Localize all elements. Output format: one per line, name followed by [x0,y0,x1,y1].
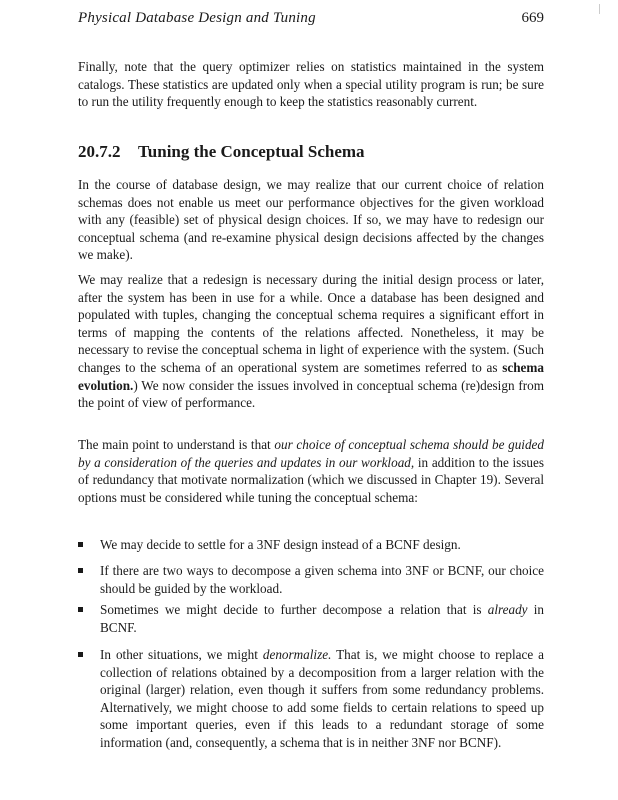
list-item-text [100,601,544,636]
list-item-text: If there are two ways to decompose a given schema into 3NF or BCNF, our choice should be guided by the workload. [100,563,544,596]
scan-edge-mark [599,4,600,14]
paragraph-main-point [78,436,544,506]
section-heading [78,142,544,162]
page-number: 669 [521,10,544,26]
section-number: 20.7.2 [78,142,121,161]
list-item-text-before: In other situations, we might [100,647,263,662]
list-item-text-after: That is, we might choose to replace a collection of relations obtained by a decomposition from a larger relation with the original (larger) relation, even though it suffers from some redundancy problems. Alternatively, we might choose to add some fields to certain relations to speed up some important queries, even if this leads to a redundant storage of some information (and, consequently, a schema that is in neither 3NF nor BCNF). [100,647,544,750]
bullet-square-icon [78,568,83,573]
list-item-emphasis: denormalize. [262,647,332,662]
paragraph-statistics: Finally, note that the query optimizer relies on statistics maintained in the system catalogs. These statistics are updated only when a special utility program is run; be sure to run the utility frequently enough to keep the statistics reasonably current. [78,59,544,110]
list-item-text-before: Sometimes we might decide to further decompose a relation that is [100,602,488,617]
bullet-square-icon [78,542,83,547]
list-item-text: We may decide to settle for a 3NF design instead of a BCNF design. [100,537,461,552]
paragraph-main-point-emphasis: our choice of conceptual schema should be guided by a consideration of the queries and updates in our workload, [78,437,545,470]
paragraph-schema-evolution-before: We may realize that a redesign is necessary during the initial design process or later, after the system has been in use for a while. Once a database has been designed and populated with tuples, changing the conceptual schema requires a significant effort in terms of mapping the contents of the relations affected. Nonetheless, it may be necessary to revise the conceptual schema in light of experience with the system. (Such changes to the schema of an operational system are sometimes referred to as [78,272,544,375]
paragraph-main-point-before: The main point to understand is that [78,437,275,452]
list-item-text-after: in BCNF. [100,602,544,635]
section-title: Tuning the Conceptual Schema [138,142,365,161]
paragraph-schema-evolution-after: ) We now consider the issues involved in conceptual schema (re)design from the point of view of performance. [78,377,544,411]
paragraph-main-point-after: in addition to the issues of redundancy that motivate normalization (which we discussed in Chapter 19). Several options must be considered while tuning the conceptual schema: [78,454,544,505]
bullet-square-icon [78,652,83,657]
paragraph-schema-evolution [78,271,544,412]
bullet-square-icon [78,607,83,612]
running-header [78,10,544,32]
paragraph-redesign-intro: In the course of database design, we may realize that our current choice of relation schemas does not enable us meet our performance objectives for the given workload with any (feasible) set of physical design choices. If so, we may have to redesign our conceptual schema (and re-examine physical design decisions affected by the changes we make). [78,177,544,263]
running-title: Physical Database Design and Tuning [78,10,316,26]
schema-evolution-term: schema evolution. [78,359,544,393]
list-item-text [100,646,544,752]
list-item-emphasis: already [487,602,528,617]
